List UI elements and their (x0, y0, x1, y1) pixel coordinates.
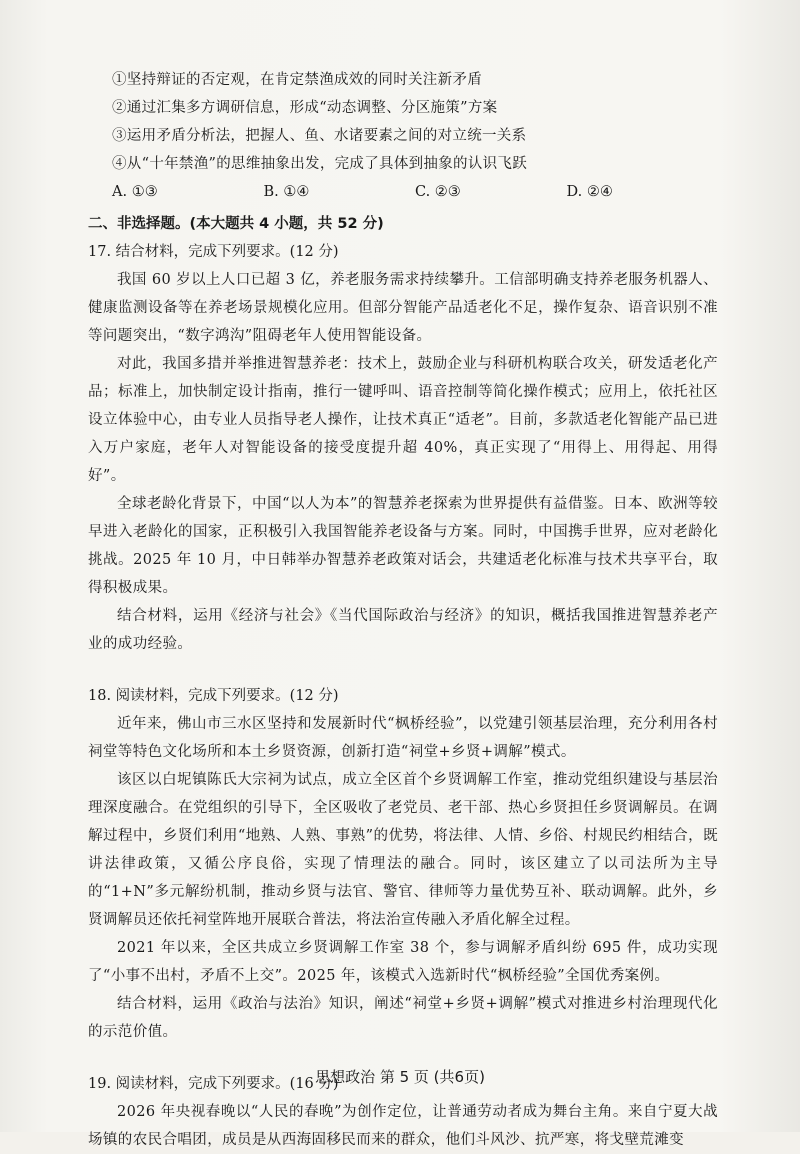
question-18-para-2: 该区以白坭镇陈氏大宗祠为试点，成立全区首个乡贤调解工作室，推动党组织建设与基层治理深度融合。在党组织的引导下，全区吸收了老党员、老干部、热心乡贤担任乡贤调解员。在调解过程中，乡贤们利用“地熟、人熟、事熟”的优势，将法律、人情、乡俗、村规民约相结合，既讲法律政策，又循公序良俗，实现了情理法的融合。同时，该区建立了以司法所为主导的“1+N”多元解纷机制，推动乡贤与法官、警官、律师等力量优势互补、联动调解。此外，乡贤调解员还依托祠堂阵地开展联合普法，将法治宣传融入矛盾化解全过程。 (88, 772, 718, 928)
question-19-para-1: 2026 年央视春晚以“人民的春晚”为创作定位，让普通劳动者成为舞台主角。来自宁夏大战场镇的农民合唱团，成员是从西海固移民而来的群众，他们斗风沙、抗严寒，将戈壁荒滩变 (88, 1104, 718, 1148)
answer-choices (88, 178, 718, 206)
choice-options (88, 66, 718, 178)
question-17-title: 17. 结合材料，完成下列要求。(12 分) (88, 244, 339, 260)
section-title: 二、非选择题。(本大题共 4 小题，共 52 分) (88, 216, 384, 232)
question-18-para-3: 2021 年以来，全区共成立乡贤调解工作室 38 个，参与调解矛盾纠纷 695 件，成功实现了“小事不出村，矛盾不上交”。2025 年，该模式入选新时代“枫桥经验”全国优秀案例。 (88, 940, 718, 984)
question-17-para-1: 我国 60 岁以上人口已超 3 亿，养老服务需求持续攀升。工信部明确支持养老服务机器人、健康监测设备等在养老场景规模化应用。但部分智能产品适老化不足，操作复杂、语音识别不准等问题突出，“数字鸿沟”阻碍老年人使用智能设备。 (88, 272, 718, 344)
answer-c: C. ②③ (415, 184, 461, 200)
option-3: ③运用矛盾分析法，把握人、鱼、水诸要素之间的对立统一关系 (112, 128, 527, 144)
page-content (88, 66, 718, 1154)
question-18-title: 18. 阅读材料，完成下列要求。(12 分) (88, 688, 339, 704)
answer-b: B. ①④ (263, 184, 310, 200)
page-footer: 思想政治 第 5 页 (共6页) (315, 1068, 485, 1086)
spacer (88, 658, 718, 682)
answer-a: A. ①③ (112, 184, 158, 200)
question-18-para-1: 近年来，佛山市三水区坚持和发展新时代“枫桥经验”，以党建引领基层治理，充分利用各村祠堂等特色文化场所和本土乡贤资源，创新打造“祠堂+乡贤+调解”模式。 (88, 716, 718, 760)
option-1: ①坚持辩证的否定观，在肯定禁渔成效的同时关注新矛盾 (112, 72, 482, 88)
option-2: ②通过汇集多方调研信息，形成“动态调整、分区施策”方案 (112, 100, 498, 116)
question-17-para-2: 对此，我国多措并举推进智慧养老：技术上，鼓励企业与科研机构联合攻关，研发适老化产品；标准上，加快制定设计指南，推行一键呼叫、语音控制等简化操作模式；应用上，依托社区设立体验中心，由专业人员指导老人操作，让技术真正“适老”。目前，多款适老化智能产品已进入万户家庭，老年人对智能设备的接受度提升超 40%，真正实现了“用得上、用得起、用得好”。 (88, 356, 718, 484)
question-19-title: 19. 阅读材料，完成下列要求。(16 分) (88, 1076, 339, 1092)
option-4: ④从“十年禁渔”的思维抽象出发，完成了具体到抽象的认识飞跃 (112, 156, 528, 172)
question-18-task: 结合材料，运用《政治与法治》知识，阐述“祠堂+乡贤+调解”模式对推进乡村治理现代化的示范价值。 (88, 996, 718, 1040)
question-17-para-3: 全球老龄化背景下，中国“以人为本”的智慧养老探索为世界提供有益借鉴。日本、欧洲等较早进入老龄化的国家，正积极引入我国智能养老设备与方案。同时，中国携手世界，应对老龄化挑战。2025 年 10 月，中日韩举办智慧养老政策对话会，共建适老化标准与技术共享平台，取得积极成果。 (88, 496, 718, 596)
question-17 (88, 238, 718, 658)
question-17-task: 结合材料，运用《经济与社会》《当代国际政治与经济》的知识，概括我国推进智慧养老产业的成功经验。 (88, 608, 718, 652)
question-18 (88, 682, 718, 1046)
answer-d: D. ②④ (566, 184, 613, 200)
